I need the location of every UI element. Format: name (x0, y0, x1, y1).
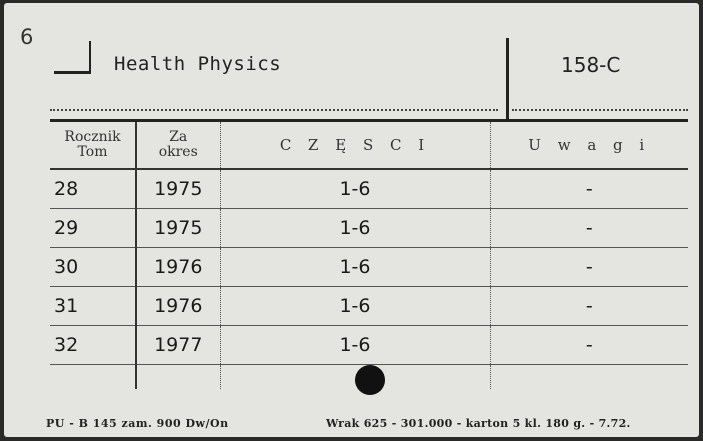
catalog-code: 158-C (561, 53, 621, 77)
corner-number: 6 (20, 25, 34, 49)
cell-remarks: - (490, 248, 688, 287)
header-volume (50, 122, 136, 169)
table-row (50, 326, 688, 365)
cell-remarks: - (490, 209, 688, 248)
cell-empty (490, 365, 688, 390)
cell-empty (50, 365, 136, 390)
cell-volume: 30 (50, 248, 136, 287)
holdings-table (50, 122, 688, 389)
cell-volume: 28 (50, 169, 136, 209)
cell-parts: 1-6 (220, 169, 490, 209)
footer-print-info: PU - B 145 zam. 900 Dw/On (46, 417, 229, 430)
header-period-line1: Za (169, 129, 188, 145)
corner-bracket-horizontal (54, 71, 91, 74)
corner-bracket-vertical (89, 41, 91, 73)
dotted-rule-left (50, 109, 498, 111)
header-divider (506, 38, 509, 120)
header-volume-line2: Tom (77, 144, 108, 160)
table-row (50, 287, 688, 326)
header-volume-line1: Rocznik (64, 129, 121, 145)
catalog-card (4, 3, 699, 437)
cell-empty (136, 365, 220, 390)
cell-remarks: - (490, 326, 688, 365)
footer-stock-info: Wrak 625 - 301.000 - karton 5 kl. 180 g. - 7.72. (326, 417, 631, 430)
header-period (136, 122, 220, 169)
cell-parts: 1-6 (220, 287, 490, 326)
cell-parts: 1-6 (220, 209, 490, 248)
table-row (50, 248, 688, 287)
punch-hole (355, 365, 385, 395)
cell-parts: 1-6 (220, 326, 490, 365)
header-remarks: U w a g i (490, 122, 688, 169)
cell-period: 1976 (136, 287, 220, 326)
cell-period: 1977 (136, 326, 220, 365)
table-row (50, 209, 688, 248)
header-period-line2: okres (158, 144, 198, 160)
header-parts: C Z Ę S C I (220, 122, 490, 169)
journal-title: Health Physics (114, 53, 282, 75)
table-header-row (50, 122, 688, 169)
cell-volume: 32 (50, 326, 136, 365)
cell-period: 1975 (136, 209, 220, 248)
dotted-rule-right (512, 109, 688, 111)
table-row (50, 169, 688, 209)
cell-period: 1975 (136, 169, 220, 209)
cell-remarks: - (490, 287, 688, 326)
cell-volume: 29 (50, 209, 136, 248)
cell-remarks: - (490, 169, 688, 209)
cell-volume: 31 (50, 287, 136, 326)
cell-parts: 1-6 (220, 248, 490, 287)
cell-period: 1976 (136, 248, 220, 287)
